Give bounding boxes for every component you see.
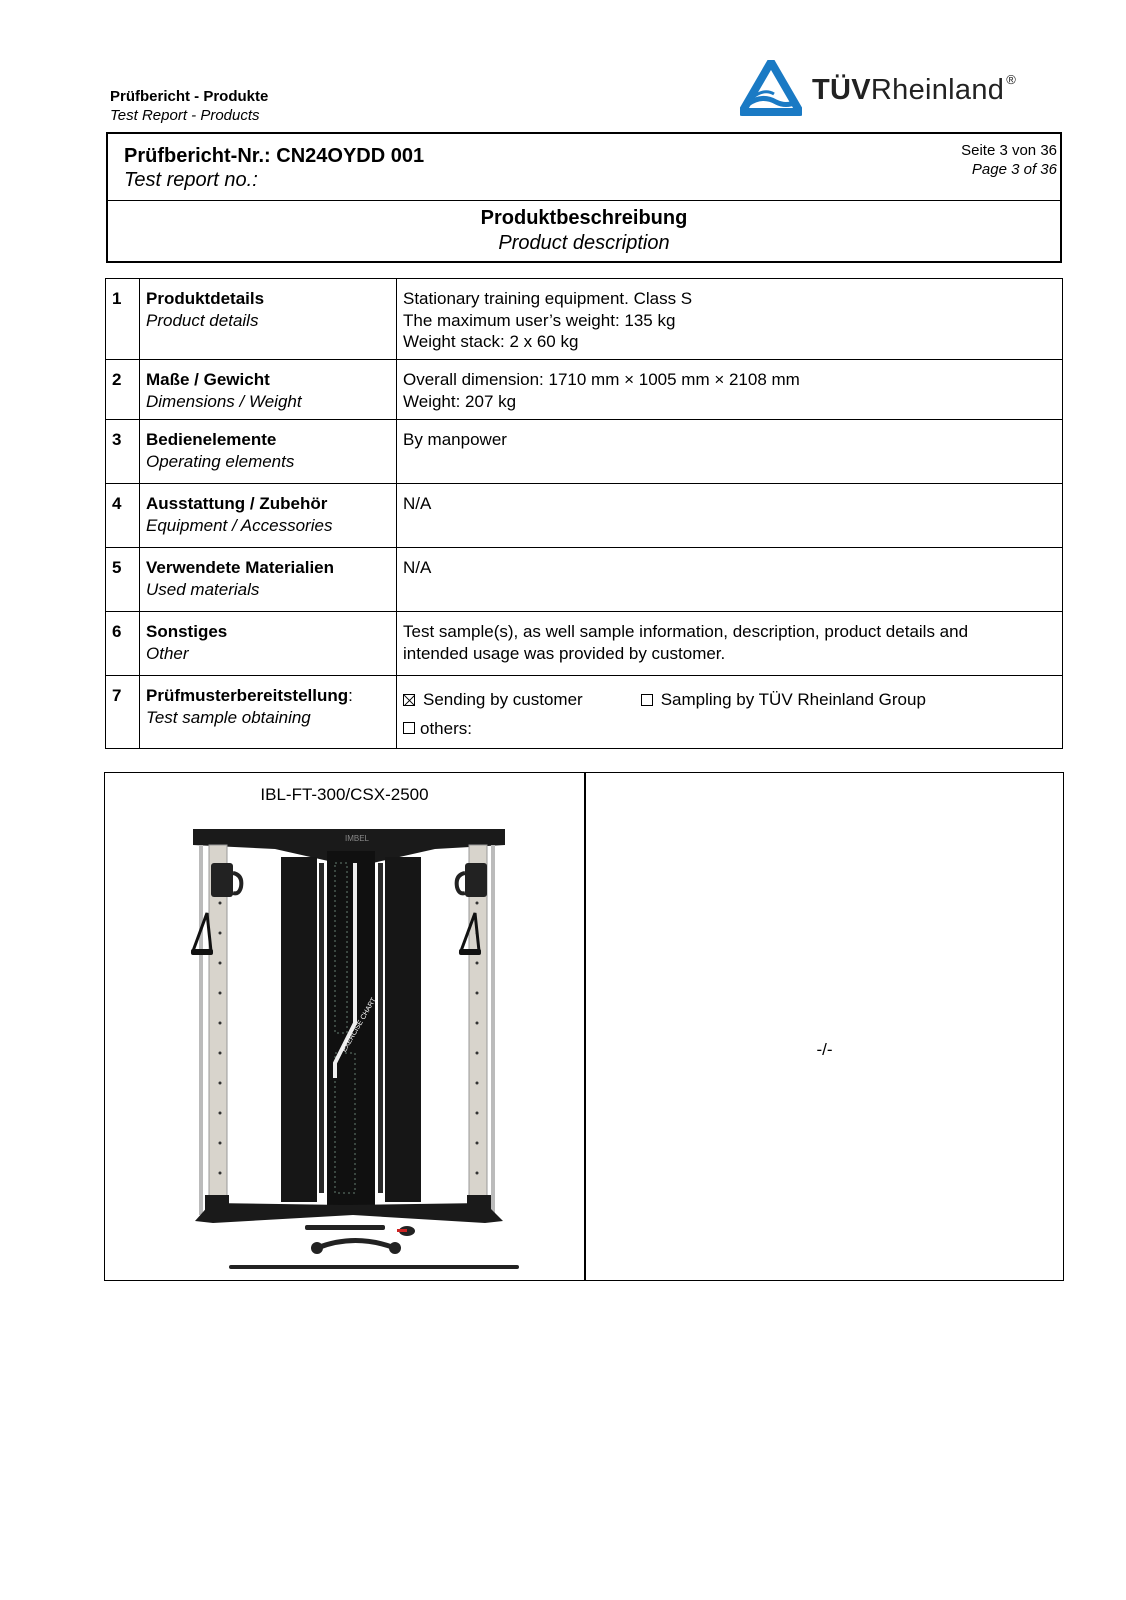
table-row [106,676,1063,749]
row-value [397,676,1063,749]
page-en: Page 3 of 36 [971,161,1057,178]
photo-caption: IBL-FT-300/CSX-2500 [260,785,429,804]
row-value-line: N/A [403,558,432,577]
page-indicator [961,141,1057,179]
row-label-suffix: : [348,686,353,705]
table-row [106,484,1063,548]
row-value-line: By manpower [403,430,507,449]
report-number [124,144,424,192]
row-number: 6 [106,612,140,676]
header-title-en: Test Report - Products [110,107,260,124]
checkbox-sending-by-customer[interactable] [403,689,583,711]
row-label-en: Test sample obtaining [146,707,311,727]
page-de: Seite 3 von 36 [961,142,1057,159]
table-row [106,548,1063,612]
tuv-rheinland-logo [740,60,1060,120]
report-number-label-en: Test report no.: [124,169,258,191]
section-title [108,206,1060,256]
row-label-de: Produktdetails [146,289,265,308]
row-label [140,548,397,612]
row-value [397,612,1063,676]
row-label-de: Bedienelemente [146,430,277,449]
header-title-de: Prüfbericht - Produkte [110,88,269,105]
checkbox-sampling-by-tuv[interactable] [641,689,926,711]
table-row [106,612,1063,676]
logo-registered: ® [1006,72,1017,87]
checkbox-others[interactable] [403,718,472,740]
report-number-label-de: Prüfbericht-Nr.: [124,145,271,167]
checkbox-unchecked-icon[interactable] [403,722,415,734]
checkbox-label: Sampling by TÜV Rheinland Group [660,690,926,709]
table-row [106,420,1063,484]
row-value [397,279,1063,360]
row-value [397,548,1063,612]
row-label-en: Product details [146,310,259,330]
row-label-en: Used materials [146,579,260,599]
section-title-de: Produktbeschreibung [480,207,688,229]
row-number: 4 [106,484,140,548]
row-value [397,420,1063,484]
row-value-line: The maximum user’s weight: 135 kg [403,310,676,330]
checkbox-unchecked-icon[interactable] [641,694,653,706]
row-value-line: N/A [403,494,432,513]
report-number-value: CN24OYDD 001 [276,145,425,167]
table-row [106,279,1063,360]
row-label [140,676,397,749]
row-value-line: intended usage was provided by customer. [403,643,726,663]
logo-brand-bold: TÜV [812,74,871,106]
row-label-en: Operating elements [146,451,295,471]
product-description-table [105,278,1063,749]
checkbox-label: Sending by customer [423,690,583,709]
checkbox-label: others: [420,718,472,738]
row-label-de: Ausstattung / Zubehör [146,494,328,513]
row-label [140,279,397,360]
row-label [140,484,397,548]
row-label-en: Equipment / Accessories [146,515,333,535]
table-row [106,360,1063,420]
row-number: 3 [106,420,140,484]
row-number: 5 [106,548,140,612]
row-label-de: Verwendete Materialien [146,558,335,577]
document-header [110,87,268,125]
empty-photo-placeholder: -/- [816,1040,833,1059]
row-number: 7 [106,676,140,749]
row-label [140,612,397,676]
photo-table [104,772,1064,1281]
row-value-line: Stationary training equipment. Class S [403,289,693,308]
row-number: 2 [106,360,140,420]
image-brand-text: IMBEL [345,834,370,843]
section-title-en: Product description [498,232,670,254]
row-number: 1 [106,279,140,360]
report-number-row [108,134,1060,201]
photo-divider [584,773,586,1280]
image-panel-text: EXERCISE CHART [341,996,378,1054]
row-label [140,420,397,484]
logo-brand-regular: Rheinland [870,74,1005,106]
row-label-de: Sonstiges [146,622,228,641]
row-label [140,360,397,420]
row-value-line: Test sample(s), as well sample information, description, product details and [403,622,969,641]
product-photo-cable-machine [185,823,525,1278]
row-label-en: Dimensions / Weight [146,391,302,411]
row-label-en: Other [146,643,189,663]
row-value-line: Weight: 207 kg [403,391,517,411]
row-value-line: Weight stack: 2 x 60 kg [403,332,579,351]
report-title-box [106,132,1062,263]
row-label-de: Maße / Gewicht [146,370,270,389]
tuv-triangle-icon [740,60,802,116]
logo-wordmark [812,74,1016,107]
row-label-de: Prüfmusterbereitstellung [146,686,349,705]
row-value [397,360,1063,420]
checkbox-checked-icon[interactable] [403,694,415,706]
row-value-line: Overall dimension: 1710 mm × 1005 mm × 2108 mm [403,370,800,389]
row-value [397,484,1063,548]
